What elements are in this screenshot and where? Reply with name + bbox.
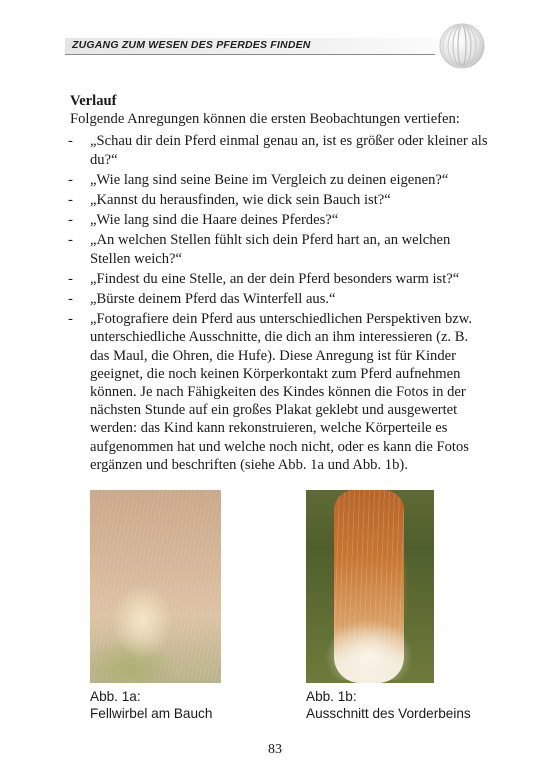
list-dash: - [68, 133, 73, 150]
figure-text-b: Ausschnitt des Vorderbeins [306, 706, 471, 721]
figure-text-a: Fellwirbel am Bauch [90, 706, 213, 721]
list-item-text: „Fotografiere dein Pferd aus unterschiedlichen Perspektiven bzw. unterschiedliche Ausschnitte, die dich an ihm interessieren (z. B. das Maul, die Ohren, die Hufe). Diese Anregung ist für Kinder geeignet, die noch keinen Körperkontakt zum Pferd aufnehmen können. Je nach Fähigkeiten des Kindes können die Fotos in der nächsten Stunde auf ein großes Plakat geklebt und ausgewertet werden: das Kind kann rekonstruieren, welche Körperteile es aufgenommen hat und welche noch nicht, oder es kann die Fotos ergänzen und beschriften (siehe Abb. 1a und Abb. 1b). [90, 311, 473, 473]
photo-belly-hair-whorl [90, 490, 221, 683]
list-item-text: „Findest du eine Stelle, an der dein Pferd besonders warm ist?“ [90, 270, 460, 287]
running-header-title: ZUGANG ZUM WESEN DES PFERDES FINDEN [72, 39, 311, 51]
figure-caption-b [306, 688, 471, 722]
list-item-text: „Kannst du herausfinden, wie dick sein Bauch ist?“ [90, 192, 391, 209]
list-item [70, 231, 490, 267]
list-item [70, 191, 490, 209]
list-item [70, 211, 490, 229]
list-item-text: „Bürste deinem Pferd das Winterfell aus.“ [90, 291, 336, 308]
photo-foreleg [306, 490, 434, 683]
list-item [70, 290, 490, 308]
list-item-text: „Wie lang sind seine Beine im Vergleich zu deinen eigenen?“ [90, 171, 449, 188]
list-dash: - [68, 270, 73, 287]
list-dash: - [68, 232, 73, 249]
header-rule [65, 54, 435, 55]
list-item [70, 310, 490, 474]
list-item [70, 171, 490, 189]
striped-sphere-icon [437, 22, 487, 70]
list-dash: - [68, 212, 73, 229]
list-item-text: „An welchen Stellen fühlt sich dein Pferd hart an, an welchen Stellen weich?“ [90, 232, 451, 267]
list-dash: - [68, 192, 73, 209]
main-text [70, 92, 490, 476]
suggestion-list [70, 132, 490, 474]
intro-paragraph: Folgende Anregungen können die ersten Beobachtungen vertiefen: [70, 111, 460, 128]
list-item-text: „Wie lang sind die Haare deines Pferdes?“ [90, 212, 339, 229]
list-item [70, 270, 490, 288]
figure-label-b: Abb. 1b: [306, 689, 357, 704]
list-dash: - [68, 171, 73, 188]
list-dash: - [68, 311, 73, 328]
figure-label-a: Abb. 1a: [90, 689, 141, 704]
figure-caption-a [90, 688, 212, 722]
page-number: 83 [268, 742, 282, 757]
list-item [70, 132, 490, 168]
list-item-text: „Schau dir dein Pferd einmal genau an, ist es größer oder kleiner als du?“ [90, 133, 488, 168]
list-dash: - [68, 291, 73, 308]
section-heading: Verlauf [70, 93, 117, 109]
